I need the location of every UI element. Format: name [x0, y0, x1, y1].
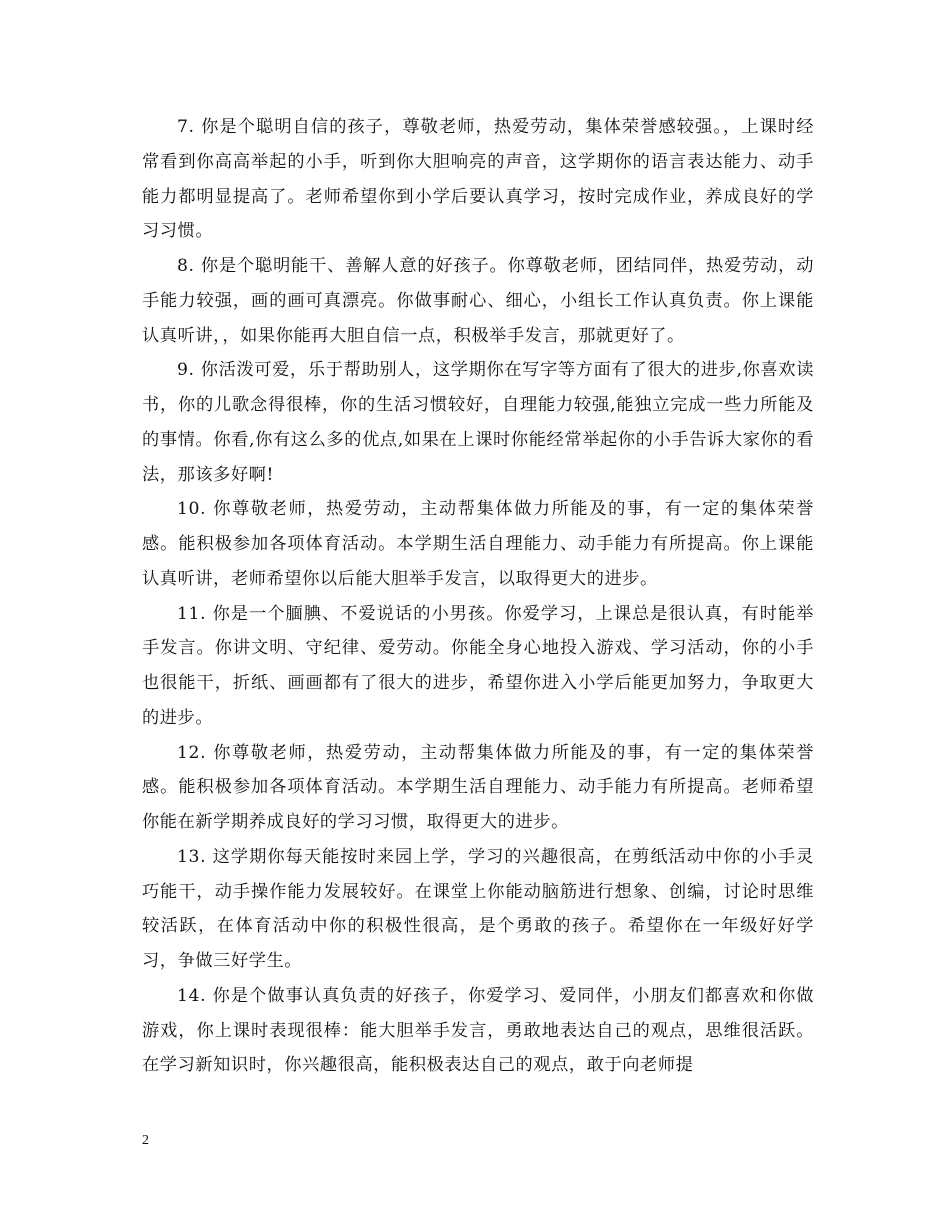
paragraph-14: 14. 你是个做事认真负责的好孩子，你爱学习、爱同伴，小朋友们都喜欢和你做游戏，你上课时表现很棒：能大胆举手发言，勇敢地表达自己的观点，思维很活跃。在学习新知识时，你兴趣很高，能积极表达自己的观点，敢于向老师提: [142, 985, 814, 1076]
paragraph-13: 13. 这学期你每天能按时来园上学，学习的兴趣很高，在剪纸活动中你的小手灵巧能干，动手操作能力发展较好。在课堂上你能动脑筋进行想象、创编，讨论时思维较活跃，在体育活动中你的积极性很高，是个勇敢的孩子。希望你在一年级好好学习，争做三好学生。: [142, 846, 814, 971]
paragraph-8: 8. 你是个聪明能干、善解人意的好孩子。你尊敬老师，团结同伴，热爱劳动，动手能力较强，画的画可真漂亮。你做事耐心、细心，小组长工作认真负责。你上课能认真听讲，，如果你能再大胆自信一点，积极举手发言，那就更好了。: [142, 256, 814, 346]
paragraph-12: 12. 你尊敬老师，热爱劳动，主动帮集体做力所能及的事，有一定的集体荣誉感。能积极参加各项体育活动。本学期生活自理能力、动手能力有所提高。老师希望你能在新学期养成良好的学习习惯，取得更大的进步。: [142, 742, 814, 832]
paragraph-11: 11. 你是一个腼腆、不爱说话的小男孩。你爱学习，上课总是很认真，有时能举手发言。你讲文明、守纪律、爱劳动。你能全身心地投入游戏、学习活动，你的小手也很能干，折纸、画画都有了很大的进步，希望你进入小学后能更加努力，争取更大的进步。: [142, 603, 814, 728]
paragraph-10: 10. 你尊敬老师，热爱劳动，主动帮集体做力所能及的事，有一定的集体荣誉感。能积极参加各项体育活动。本学期生活自理能力、动手能力有所提高。你上课能认真听讲，老师希望你以后能大胆举手发言，以取得更大的进步。: [142, 499, 814, 589]
paragraph-9: 9. 你活泼可爱，乐于帮助别人，这学期你在写字等方面有了很大的进步,你喜欢读书，你的儿歌念得很棒，你的生活习惯较好，自理能力较强,能独立完成一些力所能及的事情。你看,你有这么多的优点,如果在上课时你能经常举起你的小手告诉大家你的看法，那该多好啊!: [142, 360, 814, 485]
paragraph-7: 7. 你是个聪明自信的孩子，尊敬老师，热爱劳动，集体荣誉感较强。，上课时经常看到你高高举起的小手，听到你大胆响亮的声音，这学期你的语言表达能力、动手能力都明显提高了。老师希望你到小学后要认真学习，按时完成作业，养成良好的学习习惯。: [142, 117, 814, 242]
document-body: [142, 110, 814, 1083]
page-number: 2: [142, 1133, 149, 1148]
